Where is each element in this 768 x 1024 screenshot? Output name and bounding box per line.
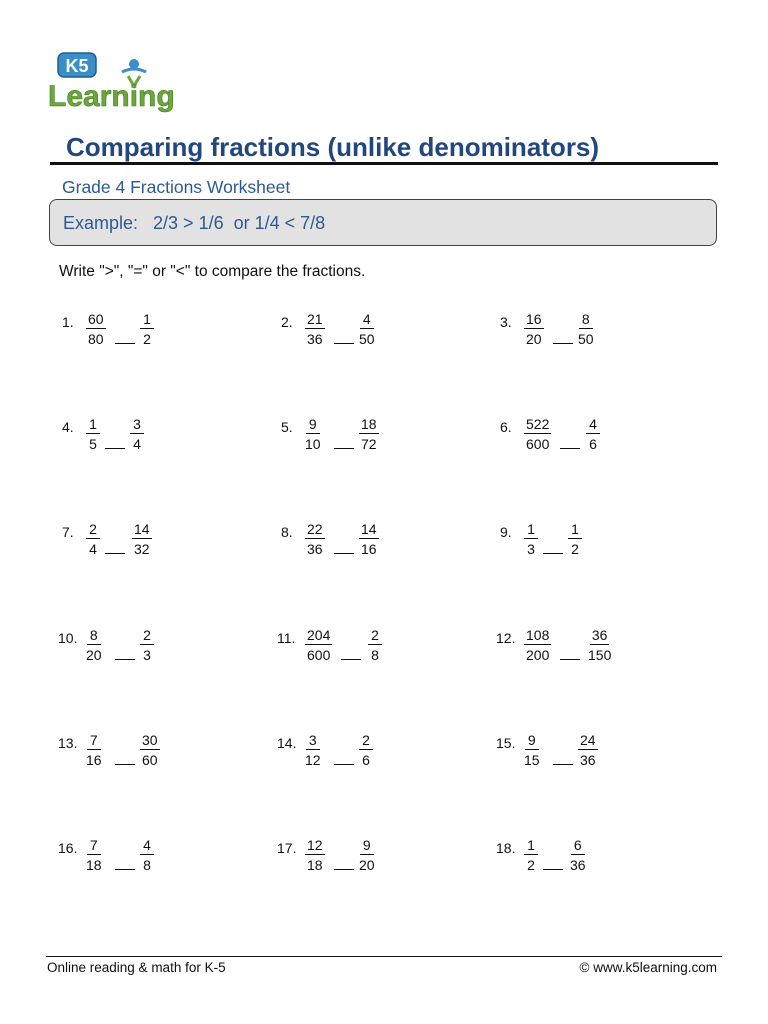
left-fraction (86, 627, 102, 663)
problem-number: 12. (496, 630, 516, 646)
problem-number: 9. (500, 524, 512, 540)
problem-number: 13. (58, 735, 78, 751)
worksheet-subtitle: Grade 4 Fractions Worksheet (62, 177, 291, 197)
problem-number: 17. (277, 840, 297, 856)
problem-18 (496, 837, 716, 887)
right-fraction (570, 837, 586, 873)
answer-blank[interactable] (560, 659, 580, 660)
numerator: 1 (524, 837, 538, 855)
numerator: 7 (87, 837, 101, 855)
left-fraction (305, 732, 321, 768)
denominator: 72 (361, 436, 377, 452)
denominator: 80 (88, 331, 104, 347)
left-fraction (524, 416, 551, 452)
numerator: 4 (140, 837, 154, 855)
numerator: 1 (568, 521, 582, 539)
denominator: 2 (571, 541, 579, 557)
problem-number: 2. (281, 314, 293, 330)
example-text: Example: 2/3 > 1/6 or 1/4 < 7/8 (63, 213, 326, 233)
denominator: 600 (307, 647, 331, 663)
left-fraction (524, 837, 538, 873)
denominator: 60 (142, 752, 158, 768)
answer-blank[interactable] (115, 764, 135, 765)
numerator: 7 (87, 732, 101, 750)
problem-3 (496, 311, 716, 361)
left-fraction (86, 521, 100, 557)
numerator: 4 (586, 416, 600, 434)
left-fraction (524, 732, 540, 768)
numerator: 9 (525, 732, 539, 750)
answer-blank[interactable] (115, 659, 135, 660)
numerator: 3 (130, 416, 144, 434)
answer-blank[interactable] (105, 448, 125, 449)
left-fraction (86, 416, 100, 452)
answer-blank[interactable] (334, 553, 354, 554)
numerator: 18 (361, 416, 377, 432)
left-fraction (86, 311, 106, 347)
right-fraction (368, 627, 382, 663)
numerator: 16 (526, 311, 542, 327)
right-fraction (359, 732, 373, 768)
denominator: 20 (526, 331, 542, 347)
problem-number: 4. (62, 419, 74, 435)
denominator: 16 (86, 752, 102, 768)
numerator: 12 (307, 837, 323, 853)
footer-tagline: Online reading & math for K-5 (47, 960, 226, 975)
numerator: 14 (134, 521, 150, 537)
right-fraction (140, 627, 154, 663)
footer-divider (46, 956, 722, 957)
denominator: 20 (86, 647, 102, 663)
numerator: 4 (360, 311, 374, 329)
numerator: 24 (580, 732, 596, 748)
answer-blank[interactable] (334, 764, 354, 765)
title-divider (50, 162, 718, 165)
denominator: 36 (570, 857, 586, 873)
denominator: 200 (526, 647, 550, 663)
numerator: 204 (307, 627, 331, 643)
numerator: 36 (591, 627, 608, 643)
problem-number: 15. (496, 735, 516, 751)
right-fraction (132, 521, 152, 557)
denominator: 4 (89, 541, 97, 557)
problem-11 (277, 627, 497, 677)
answer-blank[interactable] (115, 869, 135, 870)
problem-number: 18. (496, 840, 516, 856)
problem-7 (58, 521, 278, 571)
numerator: 21 (307, 311, 323, 327)
numerator: 2 (359, 732, 373, 750)
problem-15 (496, 732, 716, 782)
numerator: 1 (140, 311, 154, 329)
denominator: 6 (362, 752, 370, 768)
answer-blank[interactable] (543, 553, 563, 554)
denominator: 36 (307, 541, 323, 557)
denominator: 5 (89, 436, 97, 452)
answer-blank[interactable] (334, 343, 354, 344)
denominator: 6 (589, 436, 597, 452)
numerator: 522 (526, 416, 550, 432)
denominator: 3 (527, 541, 535, 557)
left-fraction (524, 627, 551, 663)
right-fraction (359, 837, 375, 873)
denominator: 600 (526, 436, 550, 452)
numerator: 2 (140, 627, 154, 645)
problem-number: 14. (277, 735, 297, 751)
numerator: 9 (360, 837, 374, 855)
right-fraction (359, 311, 375, 347)
problem-17 (277, 837, 497, 887)
numerator: 30 (142, 732, 158, 748)
answer-blank[interactable] (560, 448, 580, 449)
problem-2 (277, 311, 497, 361)
answer-blank[interactable] (553, 343, 573, 344)
denominator: 36 (580, 752, 596, 768)
left-fraction (86, 837, 102, 873)
numerator: 1 (524, 521, 538, 539)
denominator: 2 (143, 331, 151, 347)
numerator: 14 (361, 521, 377, 537)
numerator: 2 (86, 521, 100, 539)
denominator: 32 (134, 541, 150, 557)
left-fraction (305, 627, 332, 663)
answer-blank[interactable] (115, 343, 135, 344)
left-fraction (524, 521, 538, 557)
problem-16 (58, 837, 278, 887)
problem-number: 3. (500, 314, 512, 330)
denominator: 150 (588, 647, 612, 663)
left-fraction (86, 732, 102, 768)
numerator: 8 (87, 627, 101, 645)
problem-12 (496, 627, 716, 677)
numerator: 9 (306, 416, 320, 434)
right-fraction (568, 521, 582, 557)
problem-8 (277, 521, 497, 571)
example-box (49, 199, 717, 246)
problem-number: 11. (277, 630, 296, 646)
instructions: Write ">", "=" or "<" to compare the fractions. (59, 263, 366, 280)
denominator: 16 (361, 541, 377, 557)
problem-number: 10. (58, 630, 78, 646)
denominator: 10 (305, 436, 321, 452)
denominator: 8 (371, 647, 379, 663)
numerator: 2 (368, 627, 382, 645)
denominator: 4 (133, 436, 141, 452)
denominator: 50 (359, 331, 375, 347)
numerator: 108 (526, 627, 550, 643)
left-fraction (305, 416, 321, 452)
page-title: Comparing fractions (unlike denominators) (66, 132, 600, 162)
svg-text:K5: K5 (65, 56, 89, 76)
right-fraction (588, 627, 611, 663)
problem-5 (277, 416, 497, 466)
problem-6 (496, 416, 716, 466)
answer-blank[interactable] (553, 764, 573, 765)
right-fraction (578, 311, 594, 347)
left-fraction (305, 521, 325, 557)
numerator: 8 (579, 311, 593, 329)
numerator: 1 (86, 416, 100, 434)
right-fraction (359, 416, 379, 452)
right-fraction (359, 521, 379, 557)
right-fraction (140, 311, 154, 347)
problem-number: 7. (62, 524, 74, 540)
answer-blank[interactable] (105, 553, 125, 554)
svg-text:Learning: Learning (48, 80, 175, 113)
answer-blank[interactable] (543, 869, 563, 870)
problem-4 (58, 416, 278, 466)
answer-blank[interactable] (341, 659, 361, 660)
problem-number: 6. (500, 419, 512, 435)
problem-14 (277, 732, 497, 782)
problem-number: 5. (281, 419, 293, 435)
denominator: 36 (307, 331, 323, 347)
denominator: 8 (143, 857, 151, 873)
problem-number: 16. (58, 840, 78, 856)
denominator: 18 (307, 857, 323, 873)
left-fraction (305, 837, 325, 873)
right-fraction (140, 837, 154, 873)
denominator: 3 (143, 647, 151, 663)
right-fraction (140, 732, 160, 768)
denominator: 18 (86, 857, 102, 873)
problem-number: 1. (62, 314, 74, 330)
problem-number: 8. (281, 524, 293, 540)
denominator: 15 (524, 752, 540, 768)
denominator: 50 (578, 331, 594, 347)
problem-1 (58, 311, 278, 361)
k5-learning-logo (46, 50, 188, 116)
answer-blank[interactable] (334, 869, 354, 870)
left-fraction (305, 311, 325, 347)
numerator: 6 (571, 837, 585, 855)
problem-9 (496, 521, 716, 571)
denominator: 2 (527, 857, 535, 873)
problem-13 (58, 732, 278, 782)
denominator: 12 (305, 752, 321, 768)
answer-blank[interactable] (334, 448, 354, 449)
right-fraction (578, 732, 598, 768)
numerator: 3 (306, 732, 320, 750)
numerator: 22 (307, 521, 323, 537)
left-fraction (524, 311, 544, 347)
numerator: 60 (88, 311, 104, 327)
problem-10 (58, 627, 278, 677)
footer-copyright: © www.k5learning.com (579, 960, 717, 975)
denominator: 20 (359, 857, 375, 873)
right-fraction (586, 416, 600, 452)
right-fraction (130, 416, 144, 452)
